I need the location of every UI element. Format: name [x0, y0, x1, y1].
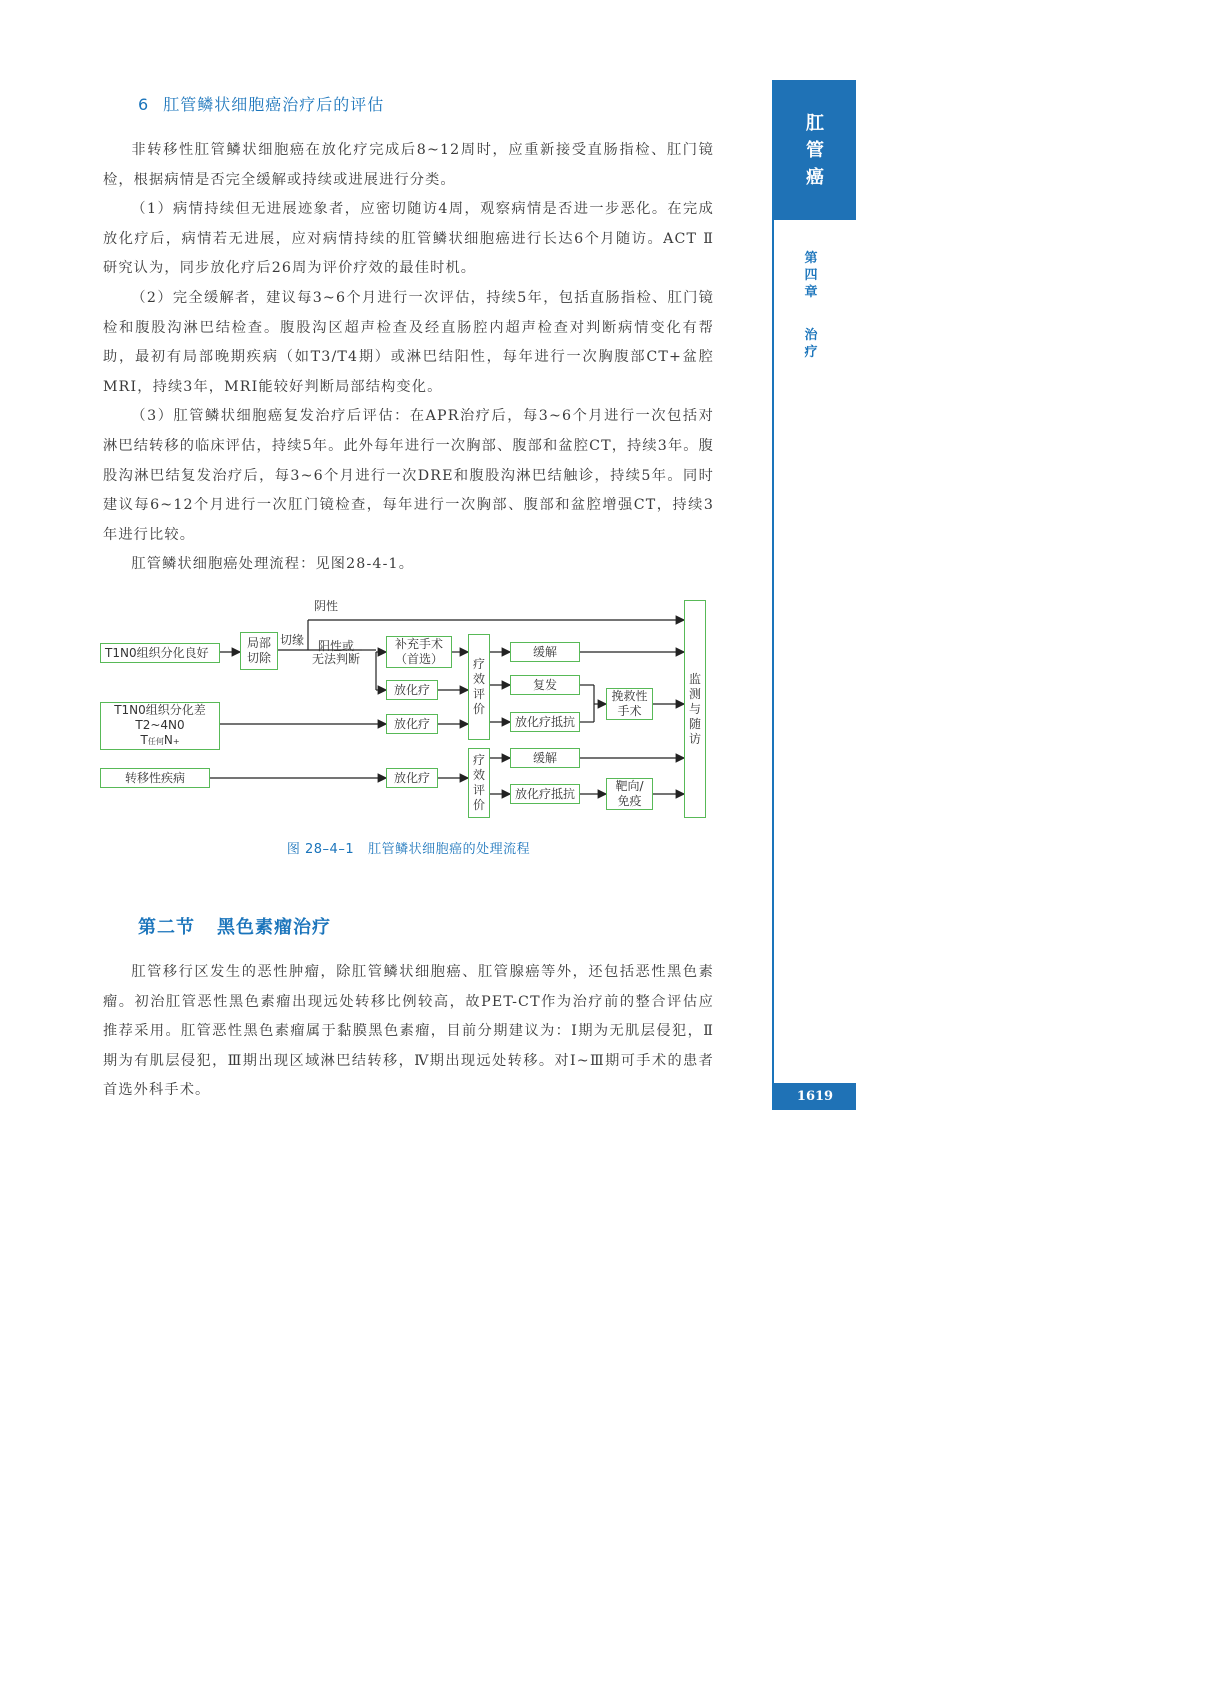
box-recurrence: 复发 — [510, 675, 580, 695]
box-metastatic: 转移性疾病 — [100, 768, 210, 788]
box-efficacy-eval-2 — [468, 748, 490, 818]
n-plus-sub: + — [172, 737, 180, 746]
body-text-block-1 — [103, 136, 714, 580]
box-efficacy-eval-1 — [468, 634, 490, 740]
label-margin: 切缘 — [280, 633, 305, 647]
local-excision-line1: 局部 — [246, 636, 271, 650]
section-2-label: 第二节 — [138, 917, 195, 938]
eval2-char2: 效 — [472, 768, 485, 782]
box-resistance-1: 放化疗抵抗 — [510, 712, 580, 732]
chapter-gap — [800, 301, 822, 327]
chapter-char1: 第 — [804, 251, 818, 266]
salvage-line2: 手术 — [617, 704, 642, 718]
local-excision-line2: 切除 — [246, 651, 271, 665]
poor-line2: T2~4N0 — [135, 718, 185, 732]
eval1-char1: 疗 — [472, 657, 485, 671]
poor-line3 — [140, 733, 179, 749]
body-text-block-2 — [103, 958, 714, 1106]
box-monitor-followup — [684, 600, 706, 818]
positive-unknown-line1: 阳性或 — [318, 639, 355, 653]
section-title: 肛管鳞状细胞癌治疗后的评估 — [163, 95, 385, 114]
box-targeted-immune — [606, 778, 653, 810]
eval2-char1: 疗 — [472, 753, 485, 767]
label-positive-unknown — [312, 640, 360, 666]
paragraph: （2）完全缓解者，建议每3~6个月进行一次评估，持续5年，包括直肠指检、肛门镜检和腹股沟淋巴结检查。腹股沟区超声检查及经直肠腔内超声检查对判断病情变化有帮助，最初有局部晚期疾病（如T3/T4期）或淋巴结阳性，每年进行一次胸腹部CT+盆腔MRI，持续3年，MRI能较好判断局部结构变化。 — [103, 289, 714, 395]
section-number: 6 — [138, 95, 150, 114]
figure-caption — [103, 838, 714, 857]
figure-title: 肛管鳞状细胞癌的处理流程 — [368, 842, 531, 857]
paragraph: （3）肛管鳞状细胞癌复发治疗后评估：在APR治疗后，每3~6个月进行一次包括对淋巴结转移的临床评估，持续5年。此外每年进行一次胸部、腹部和盆腔CT，持续3年。腹股沟淋巴结复发治疗后，每3~6个月进行一次DRE和腹股沟淋巴结触诊，持续5年。同时建议每6~12个月进行一次肛门镜检查，每年进行一次胸部、腹部和盆腔增强CT，持续3年进行比较。 — [103, 408, 714, 543]
monitor-char4: 随 — [688, 716, 701, 731]
section-2-title: 黑色素瘤治疗 — [217, 917, 331, 938]
section-2-heading — [138, 913, 331, 939]
box-resistance-2: 放化疗抵抗 — [510, 784, 580, 804]
box-chemoradiation-2: 放化疗 — [386, 714, 438, 734]
eval2-char4: 价 — [472, 798, 485, 812]
n-plus-text: N — [163, 733, 173, 747]
tab-char1: 肛 — [806, 112, 824, 134]
box-remission-2: 缓解 — [510, 748, 580, 768]
tab-char2: 管 — [806, 139, 824, 161]
targeted-line2: 免疫 — [617, 794, 642, 808]
page-number: 1619 — [774, 1083, 856, 1110]
box-remission-1: 缓解 — [510, 642, 580, 662]
targeted-line1: 靶向/ — [615, 779, 644, 793]
label-negative: 阴性 — [314, 599, 339, 613]
box-salvage-surgery — [606, 688, 653, 720]
box-chemoradiation-1: 放化疗 — [386, 680, 438, 700]
salvage-line1: 挽救性 — [611, 689, 648, 703]
section-char2: 疗 — [804, 345, 818, 360]
supplement-surgery-line2: （首选） — [394, 652, 443, 666]
paragraph: （1）病情持续但无进展迹象者，应密切随访4周，观察病情是否进一步恶化。在完成放化疗后，病情若无进展，应对病情持续的肛管鳞状细胞癌进行长达6个月随访。ACT Ⅱ研究认为，同步放化疗后26周为评价疗效的最佳时机。 — [103, 201, 714, 277]
poor-line1: T1N0组织分化差 — [114, 703, 206, 717]
box-t1n0-good: T1N0组织分化良好 — [100, 643, 220, 663]
box-chemoradiation-3: 放化疗 — [386, 768, 438, 788]
monitor-char2: 测 — [688, 686, 701, 701]
chapter-char2: 四 — [804, 268, 818, 283]
paragraph: 肛管移行区发生的恶性肿瘤，除肛管鳞状细胞癌、肛管腺癌等外，还包括恶性黑色素瘤。初治肛管恶性黑色素瘤出现远处转移比例较高，故PET-CT作为治疗前的整合评估应推荐采用。肛管恶性黑色素瘤属于黏膜黑色素瘤，目前分期建议为：Ⅰ期为无肌层侵犯，Ⅱ期为有肌层侵犯，Ⅲ期出现区域淋巴结转移，Ⅳ期出现远处转移。对I~Ⅲ期可手术的患者首选外科手术。 — [103, 964, 714, 1099]
chapter-tab — [774, 80, 856, 220]
paragraph: 非转移性肛管鳞状细胞癌在放化疗完成后8~12周时，应重新接受直肠指检、肛门镜检，根据病情是否完全缓解或持续或进展进行分类。 — [103, 142, 714, 188]
monitor-char1: 监 — [688, 671, 701, 686]
figure-number: 图 28–4–1 — [286, 842, 355, 857]
box-supplement-surgery — [386, 636, 452, 668]
positive-unknown-line2: 无法判断 — [312, 652, 361, 666]
tab-char3: 癌 — [806, 166, 824, 188]
supplement-surgery-line1: 补充手术 — [394, 637, 443, 651]
monitor-char5: 访 — [688, 731, 701, 746]
section-heading — [138, 92, 384, 115]
t-any-text: T — [140, 733, 148, 747]
t-any-sub: 任何 — [147, 737, 164, 746]
eval1-char3: 评 — [472, 687, 485, 701]
box-local-excision — [240, 632, 278, 670]
eval1-char4: 价 — [472, 702, 485, 716]
box-t1n0-poor — [100, 702, 220, 750]
rail-divider-line — [772, 80, 774, 1110]
eval1-char2: 效 — [472, 672, 485, 686]
paragraph: 肛管鳞状细胞癌处理流程：见图28-4-1。 — [131, 556, 415, 573]
chapter-char3: 章 — [804, 285, 818, 300]
monitor-char3: 与 — [688, 701, 701, 716]
section-char1: 治 — [804, 328, 818, 343]
treatment-flowchart — [100, 598, 720, 830]
eval2-char3: 评 — [472, 783, 485, 797]
chapter-label — [800, 250, 822, 361]
